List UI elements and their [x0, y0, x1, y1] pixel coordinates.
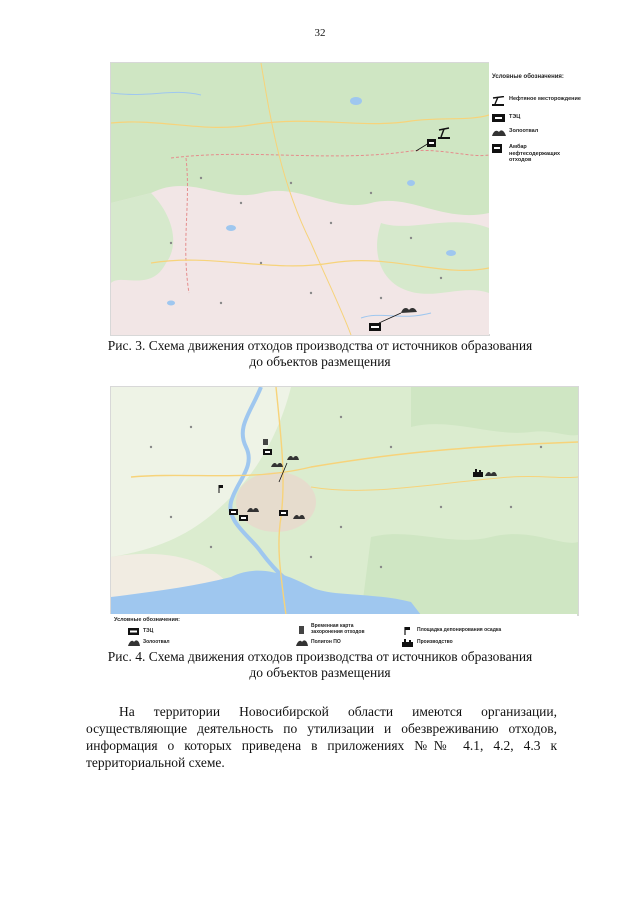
legend-label: Амбар нефтесодержащих отходов [509, 144, 561, 163]
sewage-plant-icon [296, 639, 308, 647]
ash-dump-icon [492, 128, 506, 138]
figure3-caption-line2: до объектов размещения [249, 354, 391, 369]
legend-label: Временная карта захоронения отходов [311, 623, 365, 635]
figure4-map [110, 386, 579, 616]
legend-item-burial-map [296, 624, 373, 635]
figure4-map-canvas [111, 387, 578, 615]
figure4-caption-line1: Рис. 4. Схема движения отходов производства от источников образования [107, 649, 533, 664]
burial-map-icon [296, 626, 308, 634]
power-plant-icon [279, 510, 288, 516]
power-plant-icon [263, 449, 272, 455]
power-plant-icon [229, 509, 238, 515]
lake [226, 225, 236, 231]
legend-title: Условные обозначения: [114, 617, 180, 623]
legend-label: Производство [417, 639, 453, 646]
figure3-map-canvas [111, 63, 489, 335]
power-plant-icon [492, 114, 506, 124]
lake [167, 301, 175, 306]
body-paragraph: На территории Новосибирской области имеются организации, осуществляющие деятельность по утилизации и обезвреживанию отходов, информация о которых приведена в приложениях №№ 4.1, 4.2, 4.3 к территориальной схеме. [86, 704, 557, 770]
power-plant-icon [128, 628, 140, 636]
legend-label: ТЭЦ [143, 628, 154, 635]
power-plant-icon [239, 515, 248, 521]
ash-dump-icon [128, 639, 140, 647]
legend-item-oil-waste-pit [492, 144, 571, 164]
legend-item-oil-field [492, 96, 581, 106]
sludge-site-icon [402, 627, 414, 635]
figure3-legend [489, 62, 589, 334]
legend-title: Условные обозначения: [492, 74, 564, 80]
legend-label: Золоотвал [509, 128, 539, 134]
oil-waste-pit-icon [492, 144, 506, 154]
legend-label: Нефтяное месторождение [509, 96, 581, 102]
lake [350, 97, 362, 105]
legend-item-factory [402, 639, 453, 647]
factory-icon [402, 639, 414, 647]
figure4-legend [110, 614, 577, 650]
page-number: 32 [314, 27, 326, 39]
legend-item-sludge-site [402, 627, 501, 635]
legend-item-sewage-plant [296, 639, 341, 647]
city-area [236, 472, 316, 532]
legend-label: Площадка депонирования осадка [417, 627, 502, 634]
forest-area [377, 222, 489, 294]
oil-pump-icon [492, 96, 506, 106]
legend-label: ТЭЦ [509, 114, 521, 120]
legend-item-ash-dump [128, 639, 170, 647]
legend-label: Золоотвал [143, 639, 170, 646]
legend-item-power-plant [492, 114, 520, 124]
legend-item-ash-dump [492, 128, 538, 138]
lake [446, 250, 456, 256]
figure3-caption-line1: Рис. 3. Схема движения отходов производства от источников образования [107, 338, 533, 353]
power-plant-icon [369, 323, 381, 331]
burial-map-icon [263, 439, 268, 445]
figure3-map [110, 62, 490, 336]
lake [407, 180, 415, 186]
figure4-caption-line2: до объектов размещения [249, 665, 391, 680]
legend-label: Полигон ПО [311, 639, 341, 646]
legend-item-power-plant [128, 628, 153, 636]
